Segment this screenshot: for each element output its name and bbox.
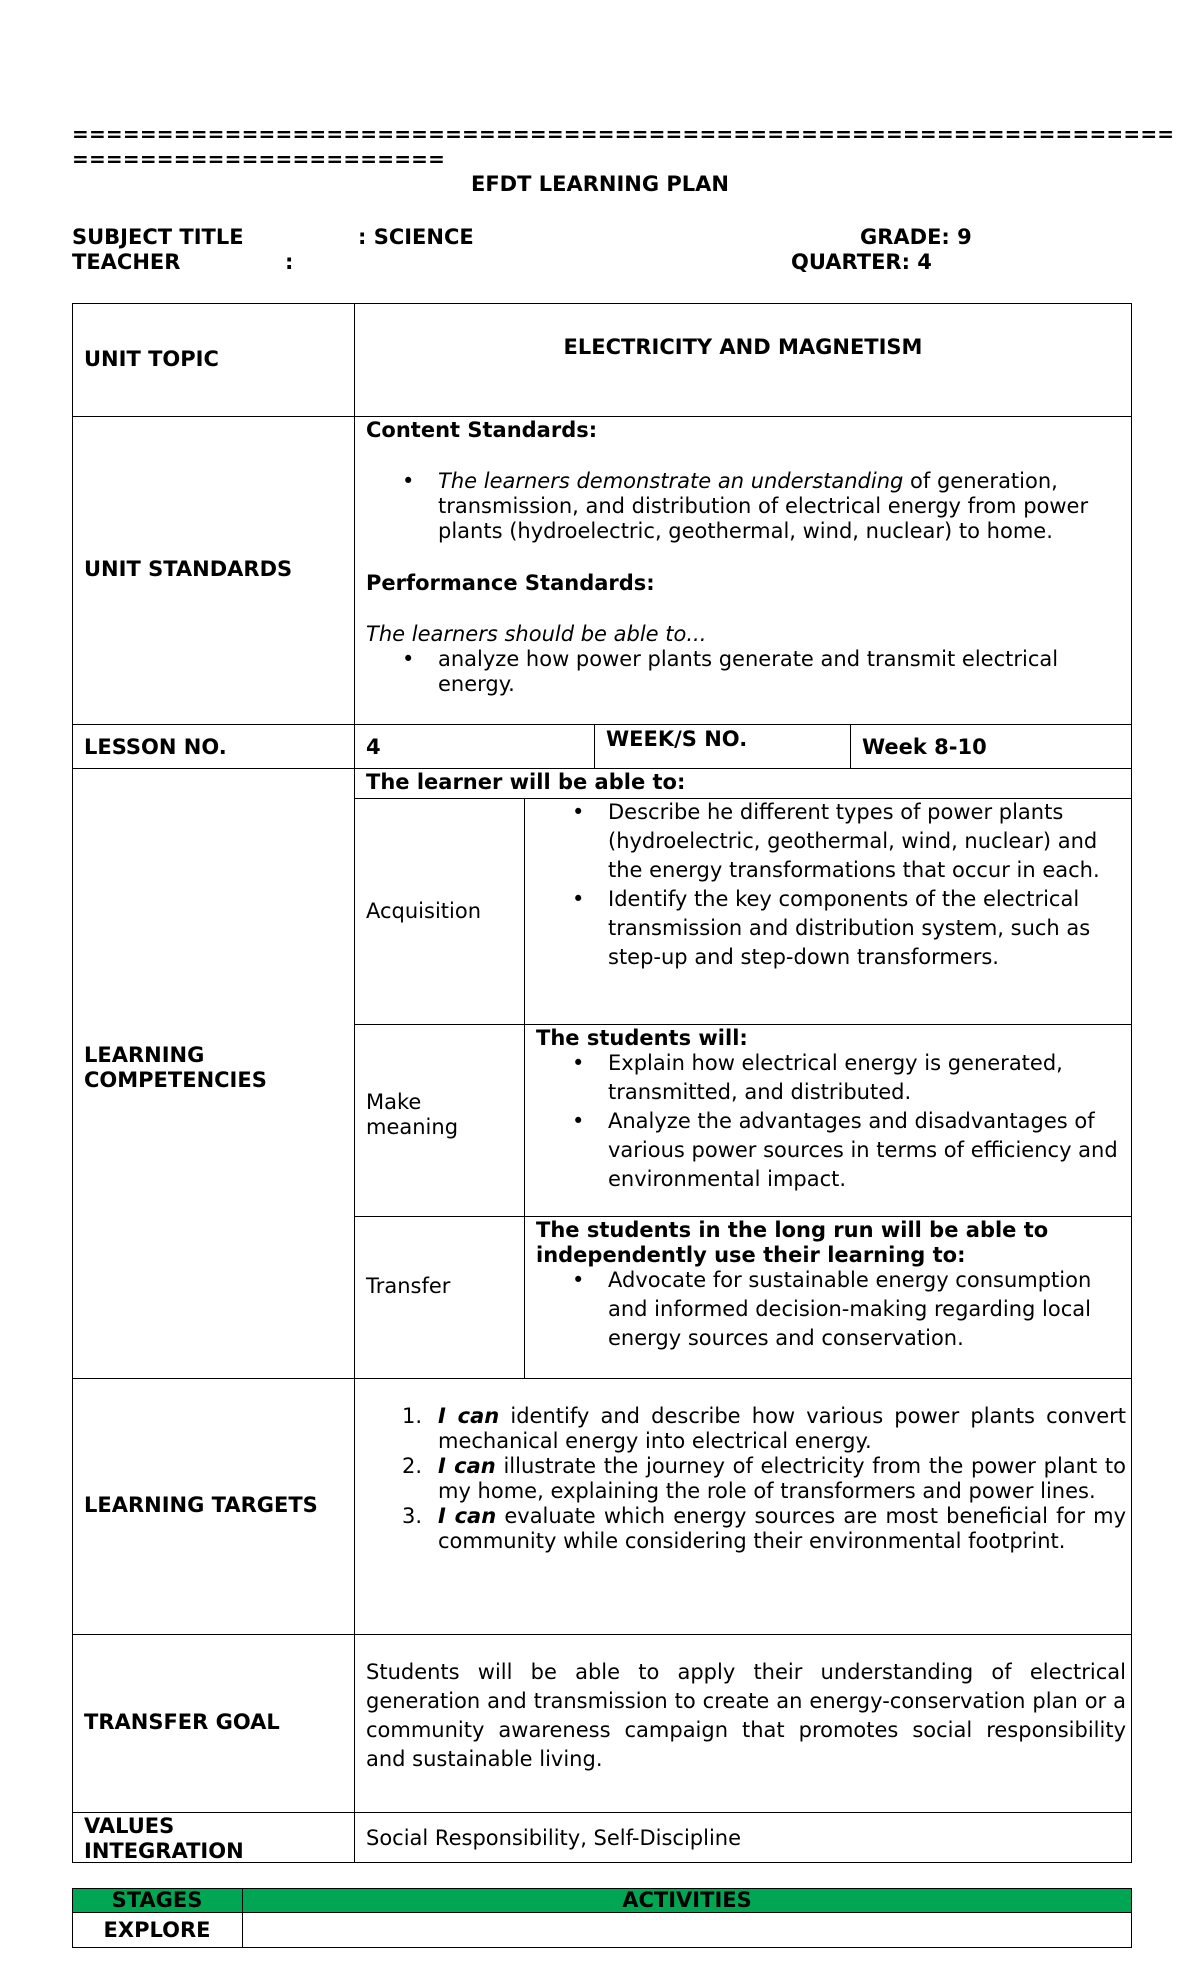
make-meaning-label: Make meaning — [366, 1090, 459, 1139]
teacher-colon: : — [285, 250, 294, 274]
stages-header: STAGES — [111, 1888, 203, 1912]
content-standards-block — [366, 469, 1126, 544]
make-meaning-item: • Explain how electrical energy is generated, transmitted, and distributed. — [536, 1049, 1126, 1107]
subject-value: : SCIENCE — [358, 225, 474, 249]
unit-topic-label: UNIT TOPIC — [84, 347, 219, 371]
separator-line: ================================================================= — [72, 122, 1175, 146]
make-meaning-heading: The students will: — [536, 1026, 748, 1050]
quarter-value: QUARTER: 4 — [791, 250, 932, 274]
transfer-heading: The students in the long run will be able to independently use their learning to: — [536, 1218, 1049, 1267]
transfer-goal-label: TRANSFER GOAL — [84, 1710, 280, 1734]
unit-topic-value: ELECTRICITY AND MAGNETISM — [563, 335, 923, 359]
make-meaning-item: • Analyze the advantages and disadvantages of various power sources in terms of efficiency and environmental impact. — [536, 1107, 1126, 1194]
transfer-goal-text: Students will be able to apply their understanding of electrical generation and transmission to create an energy-conservation plan or a community awareness campaign that promotes social responsibility and sustainable living. — [366, 1660, 1126, 1771]
performance-standards-list — [366, 647, 1106, 697]
learning-target-item: 1. I can identify and describe how various power plants convert mechanical energy into electrical energy. — [402, 1404, 1126, 1453]
learning-target-item: 3. I can evaluate which energy sources are most beneficial for my community while considering their environmental footprint. — [402, 1504, 1126, 1553]
lesson-no-value: 4 — [366, 735, 381, 759]
week-no-label: WEEK/S NO. — [606, 727, 748, 751]
learning-target-item: 2. I can illustrate the journey of electricity from the power plant to my home, explaining the role of transformers and power lines. — [402, 1454, 1126, 1503]
acquisition-item: • Describe he different types of power plants (hydroelectric, geothermal, wind, nuclear) and the energy transformations that occur in each. — [536, 798, 1126, 885]
lesson-no-label: LESSON NO. — [84, 735, 227, 759]
acquisition-item: • Identify the key components of the electrical transmission and distribution system, such as step-up and step-down transformers. — [536, 885, 1126, 972]
stage-explore: EXPLORE — [103, 1918, 211, 1942]
grade-value: GRADE: 9 — [860, 225, 972, 249]
content-standard-item: • The learners demonstrate an understanding of generation, transmission, and distribution of electrical energy from power plants (hydroelectric, geothermal, wind, nuclear) to home. — [366, 469, 1126, 544]
separator-line: ====================== — [72, 147, 446, 171]
teacher-label: TEACHER — [72, 250, 181, 274]
week-no-value: Week 8-10 — [862, 735, 987, 759]
content-standards-heading: Content Standards: — [366, 418, 598, 442]
performance-standards-heading: Performance Standards: — [366, 571, 655, 595]
unit-standards-label: UNIT STANDARDS — [84, 557, 293, 581]
learning-competencies-label: LEARNING COMPETENCIES — [84, 1043, 267, 1092]
document-title: EFDT LEARNING PLAN — [470, 172, 730, 196]
acquisition-label: Acquisition — [366, 899, 482, 923]
transfer-list — [536, 1266, 1126, 1353]
transfer-label: Transfer — [366, 1274, 451, 1298]
learning-targets-label: LEARNING TARGETS — [84, 1493, 318, 1517]
values-integration-label: VALUES INTEGRATION — [84, 1814, 244, 1863]
learning-targets-list — [366, 1404, 1126, 1554]
competencies-intro: The learner will be able to: — [366, 770, 686, 794]
make-meaning-list — [536, 1049, 1126, 1194]
acquisition-list — [536, 798, 1126, 972]
activities-header: ACTIVITIES — [622, 1888, 752, 1912]
performance-standards-intro: The learners should be able to... — [366, 622, 707, 646]
transfer-item: • Advocate for sustainable energy consumption and informed decision-making regarding local energy sources and conservation. — [536, 1266, 1126, 1353]
subject-label: SUBJECT TITLE — [72, 225, 244, 249]
performance-standard-item: • analyze how power plants generate and transmit electrical energy. — [366, 647, 1106, 697]
values-integration-text: Social Responsibility, Self-Discipline — [366, 1826, 742, 1850]
